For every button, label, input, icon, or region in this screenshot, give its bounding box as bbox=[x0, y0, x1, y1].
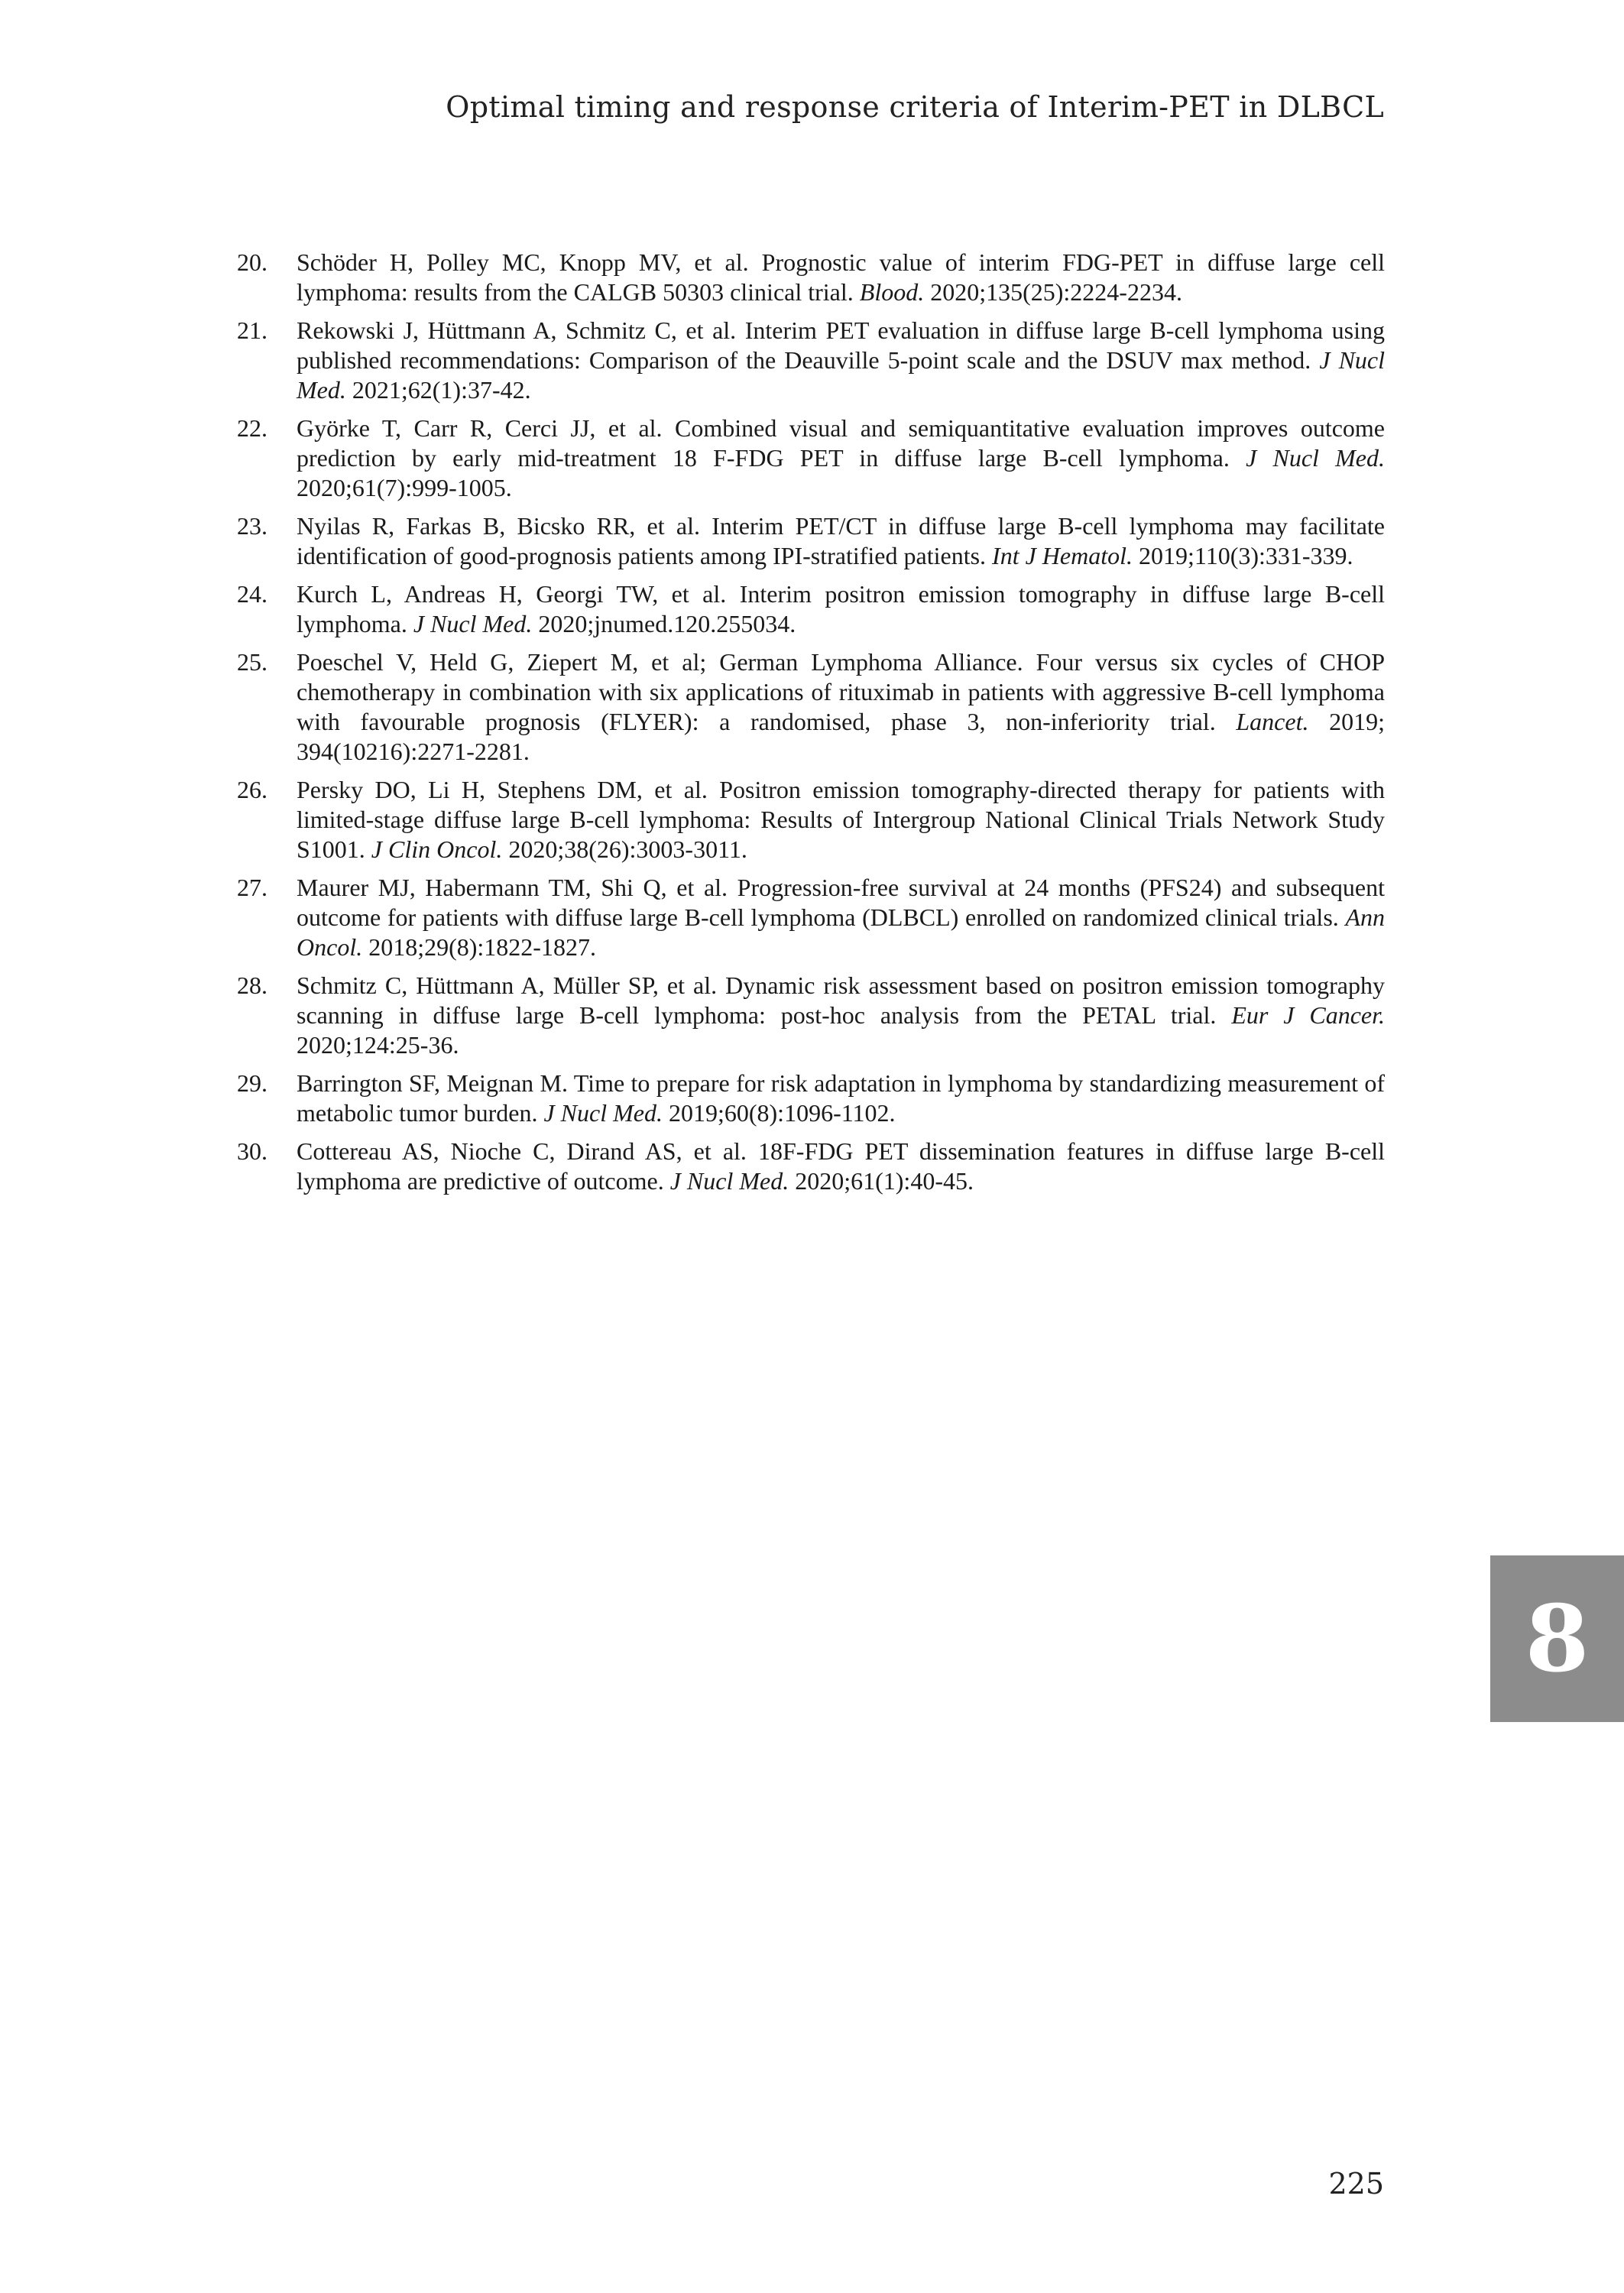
reference-body bbox=[297, 1069, 1385, 1128]
reference-number: 22. bbox=[237, 414, 267, 442]
reference-body bbox=[297, 873, 1385, 962]
reference-text: Nyilas R, Farkas B, Bicsko RR, et al. Interim PET/CT in diffuse large B-cell lymphoma may facilitate identification of good-prognosis patients among IPI-stratified patients. bbox=[297, 512, 1385, 569]
reference-journal: Eur J Cancer. bbox=[1231, 1001, 1386, 1029]
reference-journal: J Nucl Med. bbox=[669, 1167, 789, 1195]
reference-item bbox=[237, 316, 1385, 405]
reference-journal: Int J Hematol. bbox=[992, 542, 1133, 569]
reference-body bbox=[297, 1137, 1385, 1196]
reference-citation: 2020;61(1):40-45. bbox=[795, 1167, 974, 1195]
reference-number: 21. bbox=[237, 316, 267, 344]
chapter-tab: 8 bbox=[1490, 1555, 1624, 1722]
reference-journal: J Clin Oncol. bbox=[371, 835, 503, 863]
reference-item bbox=[237, 579, 1385, 639]
reference-text: Györke T, Carr R, Cerci JJ, et al. Combined visual and semiquantitative evaluation improves outcome prediction by early mid-treatment 18 F-FDG PET in diffuse large B-cell lymphoma. bbox=[297, 414, 1385, 472]
reference-body bbox=[297, 775, 1385, 864]
reference-citation: 2020;135(25):2224-2234. bbox=[930, 278, 1182, 306]
reference-list bbox=[237, 248, 1385, 1205]
reference-text: Maurer MJ, Habermann TM, Shi Q, et al. Progression-free survival at 24 months (PFS24) and subsequent outcome for patients with diffuse large B-cell lymphoma (DLBCL) enrolled on randomized clinical trials. bbox=[297, 874, 1385, 931]
reference-journal: J Nucl Med. bbox=[1246, 444, 1386, 472]
reference-item bbox=[237, 511, 1385, 571]
reference-item bbox=[237, 873, 1385, 962]
reference-citation: 2020;124:25-36. bbox=[297, 1031, 459, 1059]
reference-body bbox=[297, 971, 1385, 1060]
reference-citation: 2021;62(1):37-42. bbox=[352, 376, 531, 404]
reference-item bbox=[237, 1137, 1385, 1196]
reference-number: 20. bbox=[237, 248, 267, 276]
reference-text: Poeschel V, Held G, Ziepert M, et al; German Lymphoma Alliance. Four versus six cycles of CHOP chemotherapy in combination with six applications of rituximab in patients with aggressive B-cell lymphoma with favourable prognosis (FLYER): a randomised, phase 3, non-inferiority trial. bbox=[297, 648, 1385, 735]
reference-text: Cottereau AS, Nioche C, Dirand AS, et al. 18F-FDG PET dissemination features in diffuse large B-cell lymphoma are predictive of outcome. bbox=[297, 1137, 1385, 1195]
reference-number: 29. bbox=[237, 1069, 267, 1097]
reference-journal: J Nucl Med. bbox=[413, 610, 533, 637]
reference-journal: J Nucl Med. bbox=[297, 346, 1385, 404]
running-header: Optimal timing and response criteria of Interim-PET in DLBCL bbox=[446, 90, 1384, 124]
reference-citation: 2020;jnumed.120.255034. bbox=[538, 610, 796, 637]
reference-citation: 2020;61(7):999-1005. bbox=[297, 474, 512, 501]
reference-citation: 2020;38(26):3003-3011. bbox=[508, 835, 747, 863]
reference-body bbox=[297, 647, 1385, 767]
reference-text: Rekowski J, Hüttmann A, Schmitz C, et al. Interim PET evaluation in diffuse large B-cell lymphoma using published recommendations: Comparison of the Deauville 5-point scale and the DSUV max method. bbox=[297, 316, 1385, 374]
reference-text: Schöder H, Polley MC, Knopp MV, et al. Prognostic value of interim FDG-PET in diffuse large cell lymphoma: results from the CALGB 50303 clinical trial. bbox=[297, 248, 1385, 306]
reference-item bbox=[237, 971, 1385, 1060]
reference-number: 24. bbox=[237, 580, 267, 608]
page-number: 225 bbox=[1328, 2167, 1384, 2201]
reference-item bbox=[237, 775, 1385, 864]
reference-number: 25. bbox=[237, 648, 267, 676]
reference-text: Kurch L, Andreas H, Georgi TW, et al. Interim positron emission tomography in diffuse large B-cell lymphoma. bbox=[297, 580, 1385, 637]
reference-text: Barrington SF, Meignan M. Time to prepare for risk adaptation in lymphoma by standardizing measurement of metabolic tumor burden. bbox=[297, 1069, 1385, 1127]
reference-number: 23. bbox=[237, 512, 267, 540]
reference-journal: J Nucl Med. bbox=[543, 1099, 663, 1127]
reference-number: 26. bbox=[237, 776, 267, 803]
reference-journal: Lancet. bbox=[1236, 708, 1309, 735]
reference-body bbox=[297, 511, 1385, 571]
reference-number: 28. bbox=[237, 971, 267, 999]
reference-item bbox=[237, 647, 1385, 767]
reference-citation: 2018;29(8):1822-1827. bbox=[368, 933, 596, 961]
reference-item bbox=[237, 248, 1385, 307]
reference-journal: Blood. bbox=[859, 278, 925, 306]
reference-text: Persky DO, Li H, Stephens DM, et al. Positron emission tomography-directed therapy for patients with limited-stage diffuse large B-cell lymphoma: Results of Intergroup National Clinical Trials Network Study S1001. bbox=[297, 776, 1385, 863]
reference-number: 30. bbox=[237, 1137, 267, 1165]
reference-body bbox=[297, 579, 1385, 639]
reference-journal: Ann Oncol. bbox=[297, 903, 1386, 961]
reference-body bbox=[297, 414, 1385, 503]
reference-citation: 2019;60(8):1096-1102. bbox=[668, 1099, 896, 1127]
reference-citation: 2019;110(3):331-339. bbox=[1138, 542, 1353, 569]
reference-number: 27. bbox=[237, 874, 267, 901]
reference-item bbox=[237, 414, 1385, 503]
reference-text: Schmitz C, Hüttmann A, Müller SP, et al. Dynamic risk assessment based on positron emission tomography scanning in diffuse large B-cell lymphoma: post-hoc analysis from the PETAL trial. bbox=[297, 971, 1385, 1029]
reference-body bbox=[297, 248, 1385, 307]
reference-citation: 2019; 394(10216):2271-2281. bbox=[297, 708, 1386, 765]
reference-item bbox=[237, 1069, 1385, 1128]
reference-body bbox=[297, 316, 1385, 405]
